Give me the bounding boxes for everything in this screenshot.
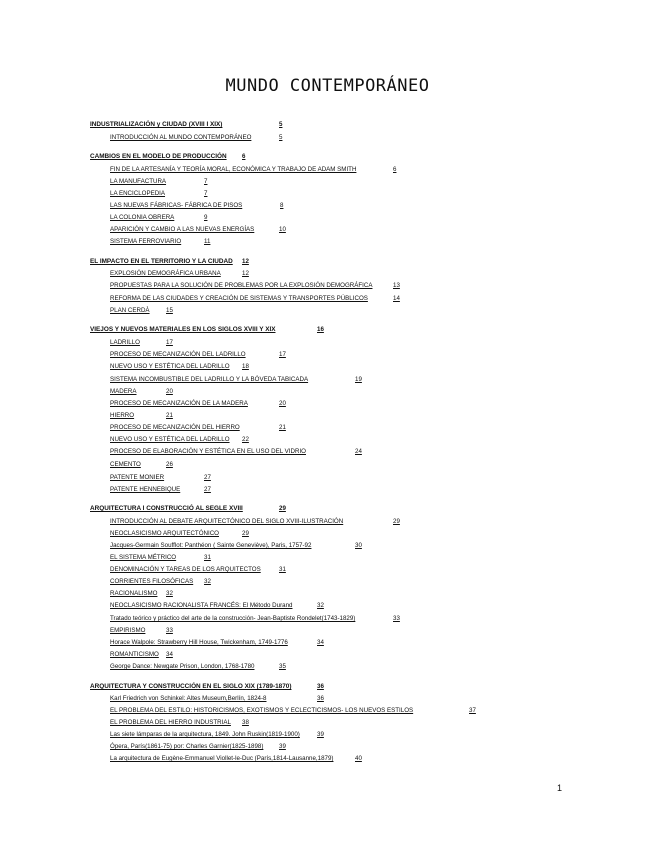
toc-entry[interactable]: ROMANTICISMO	[110, 651, 159, 658]
toc-page-number[interactable]: 9	[204, 214, 208, 221]
toc-entry[interactable]: EL PROBLEMA DEL ESTILO: HISTORICISMOS, EXOTISMOS Y ECLECTICISMOS- LOS NUEVOS ESTILOS	[110, 707, 414, 714]
toc-entry[interactable]: NEOCLASICISMO RACIONALISTA FRANCÉS: El Método Durand	[110, 602, 293, 609]
toc-page-number[interactable]: 34	[166, 651, 173, 658]
toc-page-number[interactable]: 29	[279, 505, 286, 512]
toc-page-number[interactable]: 40	[355, 755, 362, 762]
toc-entry[interactable]: Ópera, París(1861-75) por: Charles Garnier(1825-1898)	[110, 743, 264, 750]
toc-page-number[interactable]: 31	[279, 566, 286, 573]
toc-page-number[interactable]: 7	[204, 190, 208, 197]
toc-page-number[interactable]: 20	[279, 400, 286, 407]
toc-section-heading[interactable]: ARQUITECTURA I CONSTRUCCIÓ AL SEGLE XVIII	[90, 505, 243, 512]
toc-page-number[interactable]: 16	[317, 326, 324, 333]
toc-entry[interactable]: HIERRO	[110, 412, 135, 419]
toc-entry[interactable]: SISTEMA FERROVIARIO	[110, 238, 182, 245]
toc-entry[interactable]: PATENTE MONIER	[110, 474, 165, 481]
toc-entry[interactable]: SISTEMA INCOMBUSTIBLE DEL LADRILLO Y LA BÓVEDA TABICADA	[110, 376, 309, 383]
toc-page-number[interactable]: 8	[280, 202, 284, 209]
toc-entry[interactable]: PROCESO DE MECANIZACIÓN DE LA MADERA	[110, 400, 248, 407]
toc-section-heading[interactable]: INDUSTRIALIZACIÓN y CIUDAD (XVIII I XIX)	[90, 121, 223, 128]
toc-entry[interactable]: NUEVO USO Y ESTÉTICA DEL LADRILLO	[110, 436, 230, 443]
toc-entry[interactable]: CEMENTO	[110, 461, 141, 468]
document-title: MUNDO CONTEMPORÁNEO	[225, 76, 430, 96]
toc-entry[interactable]: PROCESO DE ELABORACIÓN Y ESTÉTICA EN EL USO DEL VIDRIO	[110, 448, 306, 455]
toc-page-number[interactable]: 13	[393, 282, 400, 289]
toc-page-number[interactable]: 22	[242, 436, 249, 443]
toc-entry[interactable]: FIN DE LA ARTESANÍA Y TEORÍA MORAL, ECONÓMICA Y TRABAJO DE ADAM SMITH	[110, 166, 357, 173]
toc-page-number[interactable]: 33	[393, 615, 400, 622]
toc-page-number[interactable]: 5	[279, 134, 283, 141]
toc-page-number[interactable]: 14	[393, 295, 400, 302]
toc-page-number[interactable]: 20	[166, 388, 173, 395]
toc-page-number[interactable]: 19	[355, 376, 362, 383]
toc-page-number[interactable]: 31	[204, 554, 211, 561]
toc-entry[interactable]: DENOMINACIÓN Y TAREAS DE LOS ARQUITECTOS	[110, 566, 261, 573]
toc-page-number[interactable]: 11	[204, 238, 211, 245]
toc-page-number[interactable]: 15	[166, 307, 173, 314]
toc-page-number[interactable]: 32	[166, 590, 173, 597]
toc-page-number[interactable]: 24	[355, 448, 362, 455]
toc-page-number[interactable]: 29	[393, 518, 400, 525]
toc-page-number[interactable]: 21	[279, 424, 286, 431]
toc-page-number[interactable]: 6	[242, 153, 246, 160]
toc-page-number[interactable]: 10	[279, 226, 286, 233]
toc-entry[interactable]: PROCESO DE MECANIZACIÓN DEL LADRILLO	[110, 351, 246, 358]
toc-page-number[interactable]: 17	[166, 339, 173, 346]
toc-page-number[interactable]: 39	[317, 731, 324, 738]
toc-page-number[interactable]: 39	[279, 743, 286, 750]
toc-page-number[interactable]: 12	[242, 258, 249, 265]
toc-entry[interactable]: Las siete lámparas de la arquitectura, 1849. John Ruskin(1819-1900)	[110, 731, 300, 738]
toc-entry[interactable]: MADERA	[110, 388, 137, 395]
toc-entry[interactable]: PROPUESTAS PARA LA SOLUCIÓN DE PROBLEMAS POR LA EXPLOSIÓN DEMOGRÁFICA	[110, 282, 373, 289]
toc-entry[interactable]: LAS NUEVAS FÁBRICAS- FÁBRICA DE PISOS	[110, 202, 243, 209]
toc-entry[interactable]: EMPIRISMO	[110, 627, 146, 634]
toc-section-heading[interactable]: CAMBIOS EN EL MODELO DE PRODUCCIÓN	[90, 153, 227, 160]
toc-entry[interactable]: REFORMA DE LAS CIUDADES Y CREACIÓN DE SISTEMAS Y TRANSPORTES PÚBLICOS	[110, 295, 368, 302]
toc-section-heading[interactable]: ARQUITECTURA Y CONSTRUCCIÓN EN EL SIGLO XIX (1789-1870)	[90, 683, 292, 690]
toc-page-number[interactable]: 35	[279, 663, 286, 670]
toc-page-number[interactable]: 7	[204, 178, 208, 185]
toc-entry[interactable]: RACIONALISMO	[110, 590, 158, 597]
toc-entry[interactable]: LA ENCICLOPEDIA	[110, 190, 166, 197]
toc-entry[interactable]: Jacques-Germain Soufflot: Panthéon ( Sainte Geneviève), Paris, 1757-92	[110, 542, 312, 549]
toc-page-number[interactable]: 5	[279, 121, 283, 128]
toc-entry[interactable]: NUEVO USO Y ESTÉTICA DEL LADRILLO	[110, 363, 230, 370]
toc-entry[interactable]: Horace Walpole: Strawberry Hill House, Twickenham, 1749-1776	[110, 639, 288, 646]
toc-page-number[interactable]: 29	[242, 530, 249, 537]
toc-page-number[interactable]: 36	[317, 695, 324, 702]
toc-entry[interactable]: EL PROBLEMA DEL HIERRO INDUSTRIAL	[110, 719, 231, 726]
page-number: 1	[557, 783, 563, 793]
toc-entry[interactable]: LADRILLO	[110, 339, 140, 346]
toc-entry[interactable]: EL SISTEMA MÉTRICO	[110, 554, 177, 561]
toc-entry[interactable]: INTRODUCCIÓN AL DEBATE ARQUITECTÓNICO DEL SIGLO XVIII-ILUSTRACIÓN	[110, 518, 344, 525]
toc-page-number[interactable]: 21	[166, 412, 173, 419]
toc-entry[interactable]: APARICIÓN Y CAMBIO A LAS NUEVAS ENERGÍAS	[110, 226, 255, 233]
toc-page-number[interactable]: 6	[393, 166, 397, 173]
toc-entry[interactable]: PATENTE HENNEBIQUE	[110, 486, 181, 493]
toc-page-number[interactable]: 26	[166, 461, 173, 468]
toc-entry[interactable]: George Dance: Newgate Prison, London, 1768-1780	[110, 663, 255, 670]
toc-entry[interactable]: Tratado teórico y práctico del arte de la construcción- Jean-Baptiste Rondelet(1743-1829)	[110, 615, 356, 622]
toc-page-number[interactable]: 17	[279, 351, 286, 358]
toc-entry[interactable]: LA MANUFACTURA	[110, 178, 167, 185]
toc-page-number[interactable]: 32	[317, 602, 324, 609]
toc-entry[interactable]: CORRIENTES FILOSÓFICAS	[110, 578, 194, 585]
toc-entry[interactable]: NEOCLASICISMO ARQUITECTÓNICO	[110, 530, 219, 537]
toc-entry[interactable]: INTRODUCCIÓN AL MUNDO CONTEMPORÁNEO	[110, 134, 252, 141]
toc-entry[interactable]: Karl Friedrich von Schinkel: Altes Museum,Berlín, 1824-8	[110, 695, 267, 702]
toc-page-number[interactable]: 38	[242, 719, 249, 726]
toc-section-heading[interactable]: EL IMPACTO EN EL TERRITORIO Y LA CIUDAD	[90, 258, 233, 265]
toc-page-number[interactable]: 32	[204, 578, 211, 585]
toc-entry[interactable]: PROCESO DE MECANIZACIÓN DEL HIERRO	[110, 424, 240, 431]
toc-entry[interactable]: La arquitectura de Eugène-Emmanuel Viollet-le-Duc (París,1814-Lausanne,1879)	[110, 755, 334, 762]
toc-section-heading[interactable]: VIEJOS Y NUEVOS MATERIALES EN LOS SIGLOS XVIII Y XIX	[90, 326, 276, 333]
toc-page-number[interactable]: 33	[166, 627, 173, 634]
toc-page-number[interactable]: 36	[317, 683, 324, 690]
toc-page-number[interactable]: 12	[242, 270, 249, 277]
toc-page-number[interactable]: 34	[317, 639, 324, 646]
toc-page-number[interactable]: 30	[355, 542, 362, 549]
toc-page-number[interactable]: 27	[204, 474, 211, 481]
toc-page-number[interactable]: 27	[204, 486, 211, 493]
toc-page-number[interactable]: 18	[242, 363, 249, 370]
toc-page-number[interactable]: 37	[469, 707, 476, 714]
toc-entry[interactable]: EXPLOSIÓN DEMOGRÁFICA URBANA	[110, 270, 221, 277]
toc-entry[interactable]: PLAN CERDÀ	[110, 307, 150, 314]
toc-entry[interactable]: LA COLONIA OBRERA	[110, 214, 175, 221]
